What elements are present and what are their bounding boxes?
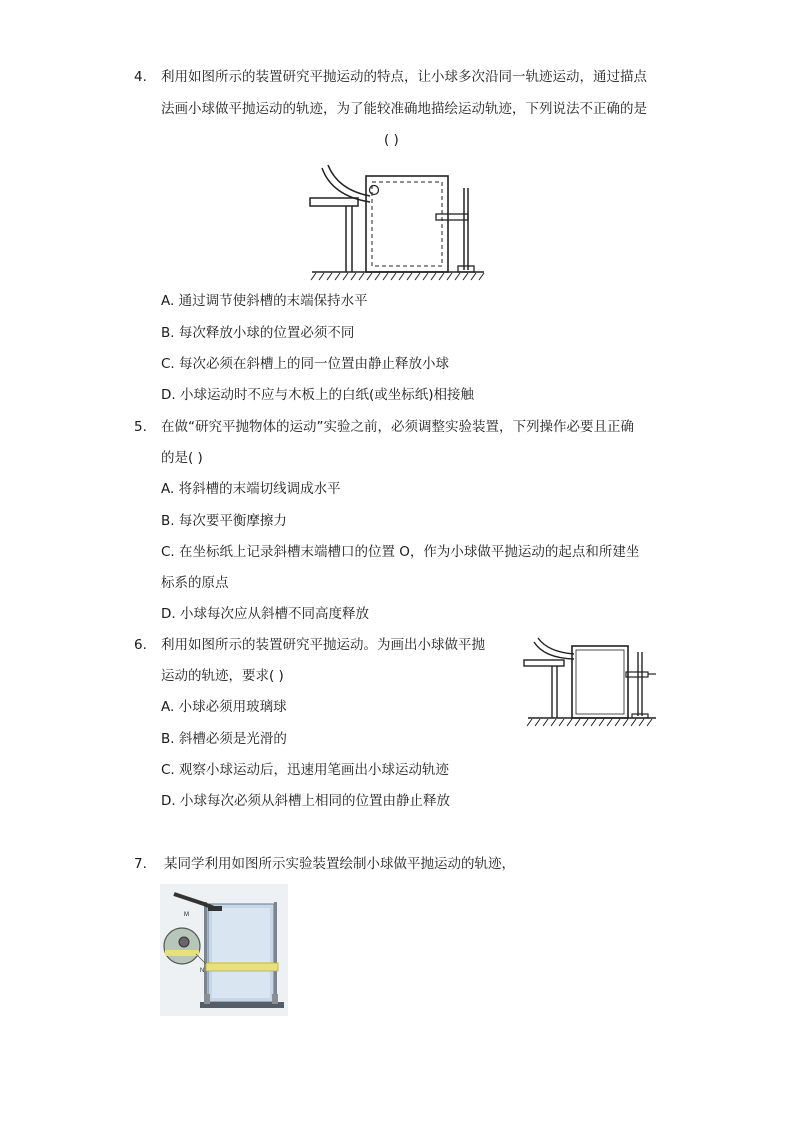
q4-number: 4. bbox=[134, 69, 147, 85]
q6-stem-line2: 运动的轨迹，要求( ) bbox=[161, 668, 284, 684]
q5-option-c-cont: 标系的原点 bbox=[161, 575, 229, 591]
q7-number: 7. bbox=[134, 856, 147, 872]
q6-apparatus-figure bbox=[522, 632, 660, 728]
q5-option-d: D. 小球每次应从斜槽不同高度释放 bbox=[161, 606, 369, 622]
q5-stem-line1: 在做“研究平抛物体的运动”实验之前，必须调整实验装置，下列操作必要且正确 bbox=[161, 419, 634, 435]
q4-answer-blank: ( ) bbox=[384, 132, 399, 148]
q4-apparatus-figure bbox=[308, 160, 488, 282]
q6-number: 6. bbox=[134, 637, 147, 653]
label-m: M bbox=[184, 912, 189, 918]
q4-option-d: D. 小球运动时不应与木板上的白纸(或坐标纸)相接触 bbox=[161, 387, 475, 403]
q6-option-c: C. 观察小球运动后，迅速用笔画出小球运动轨迹 bbox=[161, 762, 450, 778]
q5-number: 5. bbox=[134, 419, 147, 435]
label-n: N bbox=[200, 968, 205, 974]
q5-option-a: A. 将斜槽的末端切线调成水平 bbox=[161, 481, 341, 497]
q6-option-a: A. 小球必须用玻璃球 bbox=[161, 699, 287, 715]
q5-option-c: C. 在坐标纸上记录斜槽末端槽口的位置 O，作为小球做平抛运动的起点和所建坐 bbox=[161, 544, 640, 560]
q6-option-d: D. 小球每次必须从斜槽上相同的位置由静止释放 bbox=[161, 793, 450, 809]
q7-apparatus-photo bbox=[160, 884, 288, 1016]
q5-option-b: B. 每次要平衡摩擦力 bbox=[161, 513, 287, 529]
q4-stem-line2: 法画小球做平抛运动的轨迹，为了能较准确地描绘运动轨迹，下列说法不正确的是 bbox=[161, 101, 647, 117]
q7-stem-line1: 某同学利用如图所示实验装置绘制小球做平抛运动的轨迹， bbox=[164, 856, 515, 872]
q4-option-c: C. 每次必须在斜槽上的同一位置由静止释放小球 bbox=[161, 356, 450, 372]
q4-stem-line1: 利用如图所示的装置研究平抛运动的特点，让小球多次沿同一轨迹运动，通过描点 bbox=[161, 69, 647, 85]
q4-option-a: A. 通过调节使斜槽的末端保持水平 bbox=[161, 293, 368, 309]
q4-option-b: B. 每次释放小球的位置必须不同 bbox=[161, 325, 355, 341]
q5-stem-line2: 的是( ) bbox=[161, 450, 203, 466]
q6-option-b: B. 斜槽必须是光滑的 bbox=[161, 731, 287, 747]
q6-stem-line1: 利用如图所示的装置研究平抛运动。为画出小球做平抛 bbox=[161, 637, 485, 653]
